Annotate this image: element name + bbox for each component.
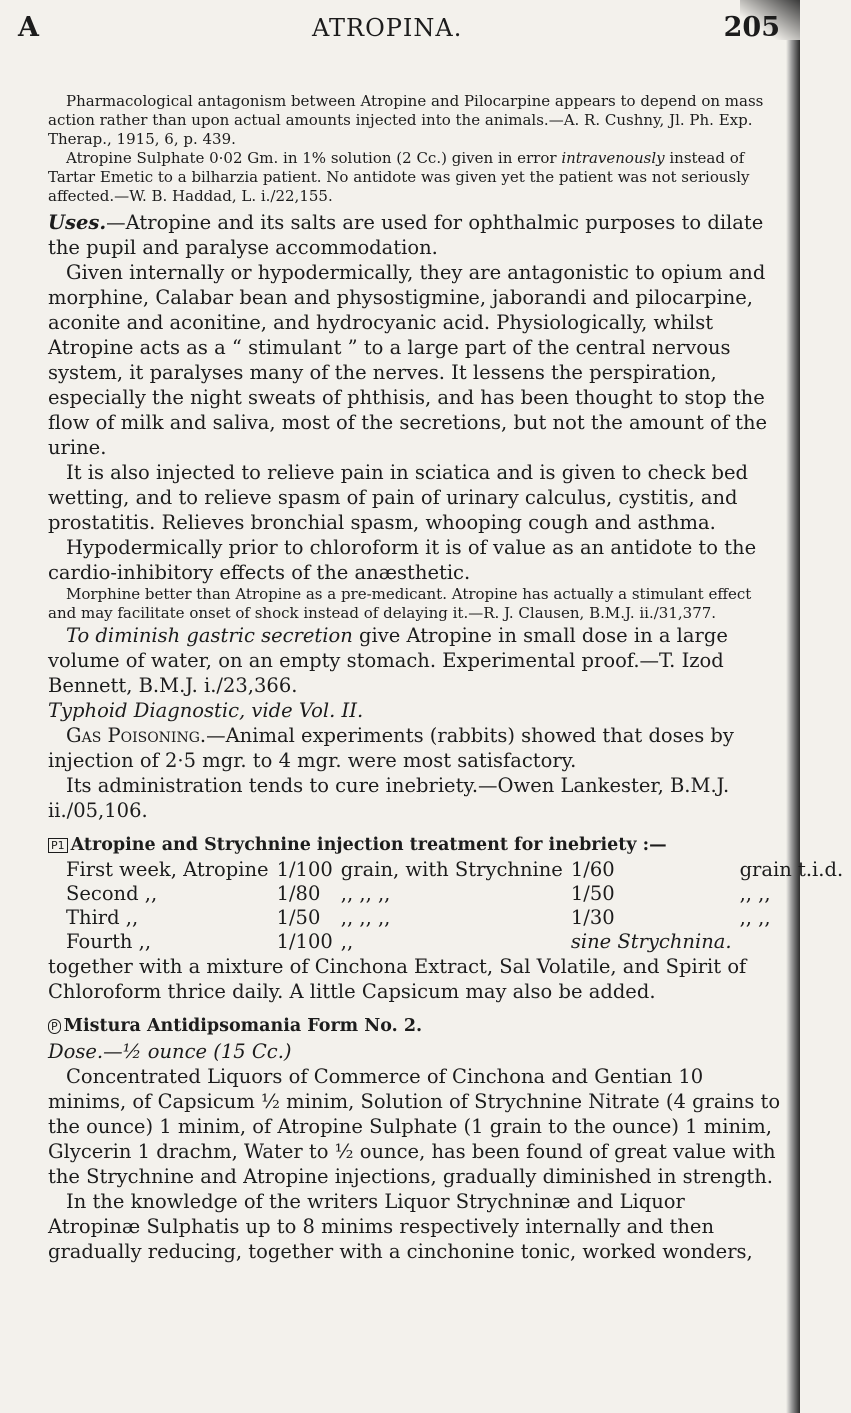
dosage-cell-strychnine: 1/30	[570, 906, 615, 929]
prescription-icon: P	[48, 1019, 61, 1034]
text-run: give Atropine in small dose in a large volume of water, on an empty stomach. Experimental proof.—T. Izod Bennett, B.M.J. i./23,366.	[48, 624, 728, 697]
text-run-italic: To diminish gastric secretion	[66, 624, 353, 647]
dosage-cell-suffix: grain t.i.d.	[739, 858, 844, 881]
dosage-cell-atropine: 1/100	[276, 858, 333, 881]
page-number: 205	[723, 12, 780, 43]
dosage-cell-suffix: ,, ,,	[739, 906, 771, 929]
text-run-italic: intravenously	[561, 149, 665, 167]
dosage-cell-suffix	[740, 930, 851, 954]
running-header	[18, 10, 780, 50]
dosage-row	[66, 858, 851, 882]
paragraph-chloroform: Hypodermically prior to chloroform it is of value as an antidote to the cardio-inhibitory effects of the anæsthetic.	[48, 536, 757, 584]
dosage-cell-unit: grain, with Strychnine	[340, 858, 563, 881]
paragraph-antagonistic: Given internally or hypodermically, they are antagonistic to opium and morphine, Calabar bean and physostigmine, jaborandi and pilocarpine, aconite and aconitine, and hydrocyanic acid. Physiologically, whilst Atropine acts as a “ stimulant ” to a large part of the central nervous system, it paralyses many of the nerves. It lessens the perspiration, especially the night sweats of phthisis, and has been thought to stop the flow of milk and saliva, most of the secretions, but not the amount of the urine.	[48, 261, 768, 459]
paragraph-antagonism: Pharmacological antagonism between Atropine and Pilocarpine appears to depend on mass action rather than upon actual amounts injected into the animals.—A. R. Cushny, Jl. Ph. Exp. Therap., 1915, 6, p. 439.	[48, 92, 764, 148]
dosage-cell-week: Second ,,	[66, 882, 158, 905]
text-run: Atropine Sulphate 0·02 Gm. in 1% solution (2 Cc.) given in error	[66, 149, 562, 167]
dosage-row	[66, 882, 851, 906]
section-letter: A	[18, 12, 39, 43]
paragraph-error-injection	[48, 149, 783, 206]
dosage-row	[66, 930, 851, 954]
text-run: —Atropine and its salts are used for ophthalmic purposes to dilate the pupil and paralyse accommodation.	[48, 211, 764, 259]
text-run-italic: Typhoid Diagnostic, vide Vol. II.	[48, 699, 364, 722]
dosage-cell-week: Fourth ,,	[66, 930, 152, 953]
mistura-heading	[48, 1014, 783, 1039]
text-run: —Animal experiments (rabbits) showed that doses by injection of 2·5 mgr. to 4 mgr. were most satisfactory.	[48, 724, 734, 772]
paragraph-knowledge: In the knowledge of the writers Liquor Strychninæ and Liquor Atropinæ Sulphatis up to 8 minims respectively internally and then gradually reducing, together with a cinchonine tonic, worked wonders,	[48, 1190, 753, 1263]
paragraph-inebriety: Its administration tends to cure inebriety.—Owen Lankester, B.M.J. ii./05,106.	[48, 774, 730, 822]
dosage-table	[66, 858, 851, 954]
dosage-cell-unit: ,, ,, ,,	[340, 906, 391, 929]
paragraph-typhoid	[48, 698, 783, 723]
page-edge-shadow	[786, 0, 800, 1413]
paragraph-together: together with a mixture of Cinchona Extract, Sal Volatile, and Spirit of Chloroform thrice daily. A little Capsicum may also be added.	[48, 955, 747, 1003]
paragraph-premedicant: Morphine better than Atropine as a pre-medicant. Atropine has actually a stimulant effect and may facilitate onset of shock instead of delaying it.—R. J. Clausen, B.M.J. ii./31,377.	[48, 585, 752, 622]
mistura-heading-text: Mistura Antidipsomania Form No. 2.	[63, 1016, 423, 1036]
dosage-cell-strychnine: 1/50	[570, 882, 615, 905]
paragraph-sciatica: It is also injected to relieve pain in sciatica and is given to check bed wetting, and to relieve spasm of pain of urinary calculus, cystitis, and prostatitis. Relieves bronchial spasm, whooping cough and asthma.	[48, 461, 749, 534]
dosage-cell-atropine: 1/50	[276, 906, 321, 929]
inebriety-heading	[48, 833, 783, 858]
running-title: ATROPINA.	[312, 14, 463, 42]
dosage-cell-unit: ,, ,, ,,	[340, 882, 391, 905]
dosage-cell-week: Third ,,	[66, 906, 139, 929]
dosage-cell-atropine: 1/80	[276, 882, 321, 905]
dosage-cell-strychnine: 1/60	[570, 858, 615, 881]
body-text	[48, 92, 844, 1264]
mistura-dose: Dose.—½ ounce (15 Cc.)	[48, 1040, 292, 1063]
gas-poisoning-label: Gas Poisoning.	[66, 724, 207, 747]
text-run: instead of Tartar Emetic to a bilharzia patient. No antidote was given yet the patient was not seriously affected.—W. B. Haddad, L. i./22,155.	[48, 149, 750, 205]
paragraph-uses	[48, 210, 783, 260]
dosage-cell-atropine: 1/100	[276, 930, 333, 953]
dosage-cell-week: First week, Atropine	[66, 858, 269, 881]
prescription-icon: P1	[48, 838, 68, 853]
uses-label: Uses.	[48, 211, 107, 234]
paragraph-gas-poisoning	[48, 723, 783, 773]
inebriety-heading-text: Atropine and Strychnine injection treatment for inebriety :—	[70, 835, 667, 855]
paragraph-gastric	[48, 623, 783, 698]
dosage-cell-unit: ,,	[340, 930, 354, 953]
dosage-cell-suffix: ,, ,,	[739, 882, 771, 905]
dosage-cell-strychnine: sine Strychnina.	[570, 930, 732, 953]
paragraph-concentrated: Concentrated Liquors of Commerce of Cinchona and Gentian 10 minims, of Capsicum ½ minim, Solution of Strychnine Nitrate (4 grains to the ounce) 1 minim, of Atropine Sulphate (1 grain to the ounce) 1 minim, Glycerin 1 drachm, Water to ½ ounce, has been found of great value with the Strychnine and Atropine injections, gradually diminished in strength.	[48, 1065, 781, 1188]
dosage-row	[66, 906, 851, 930]
